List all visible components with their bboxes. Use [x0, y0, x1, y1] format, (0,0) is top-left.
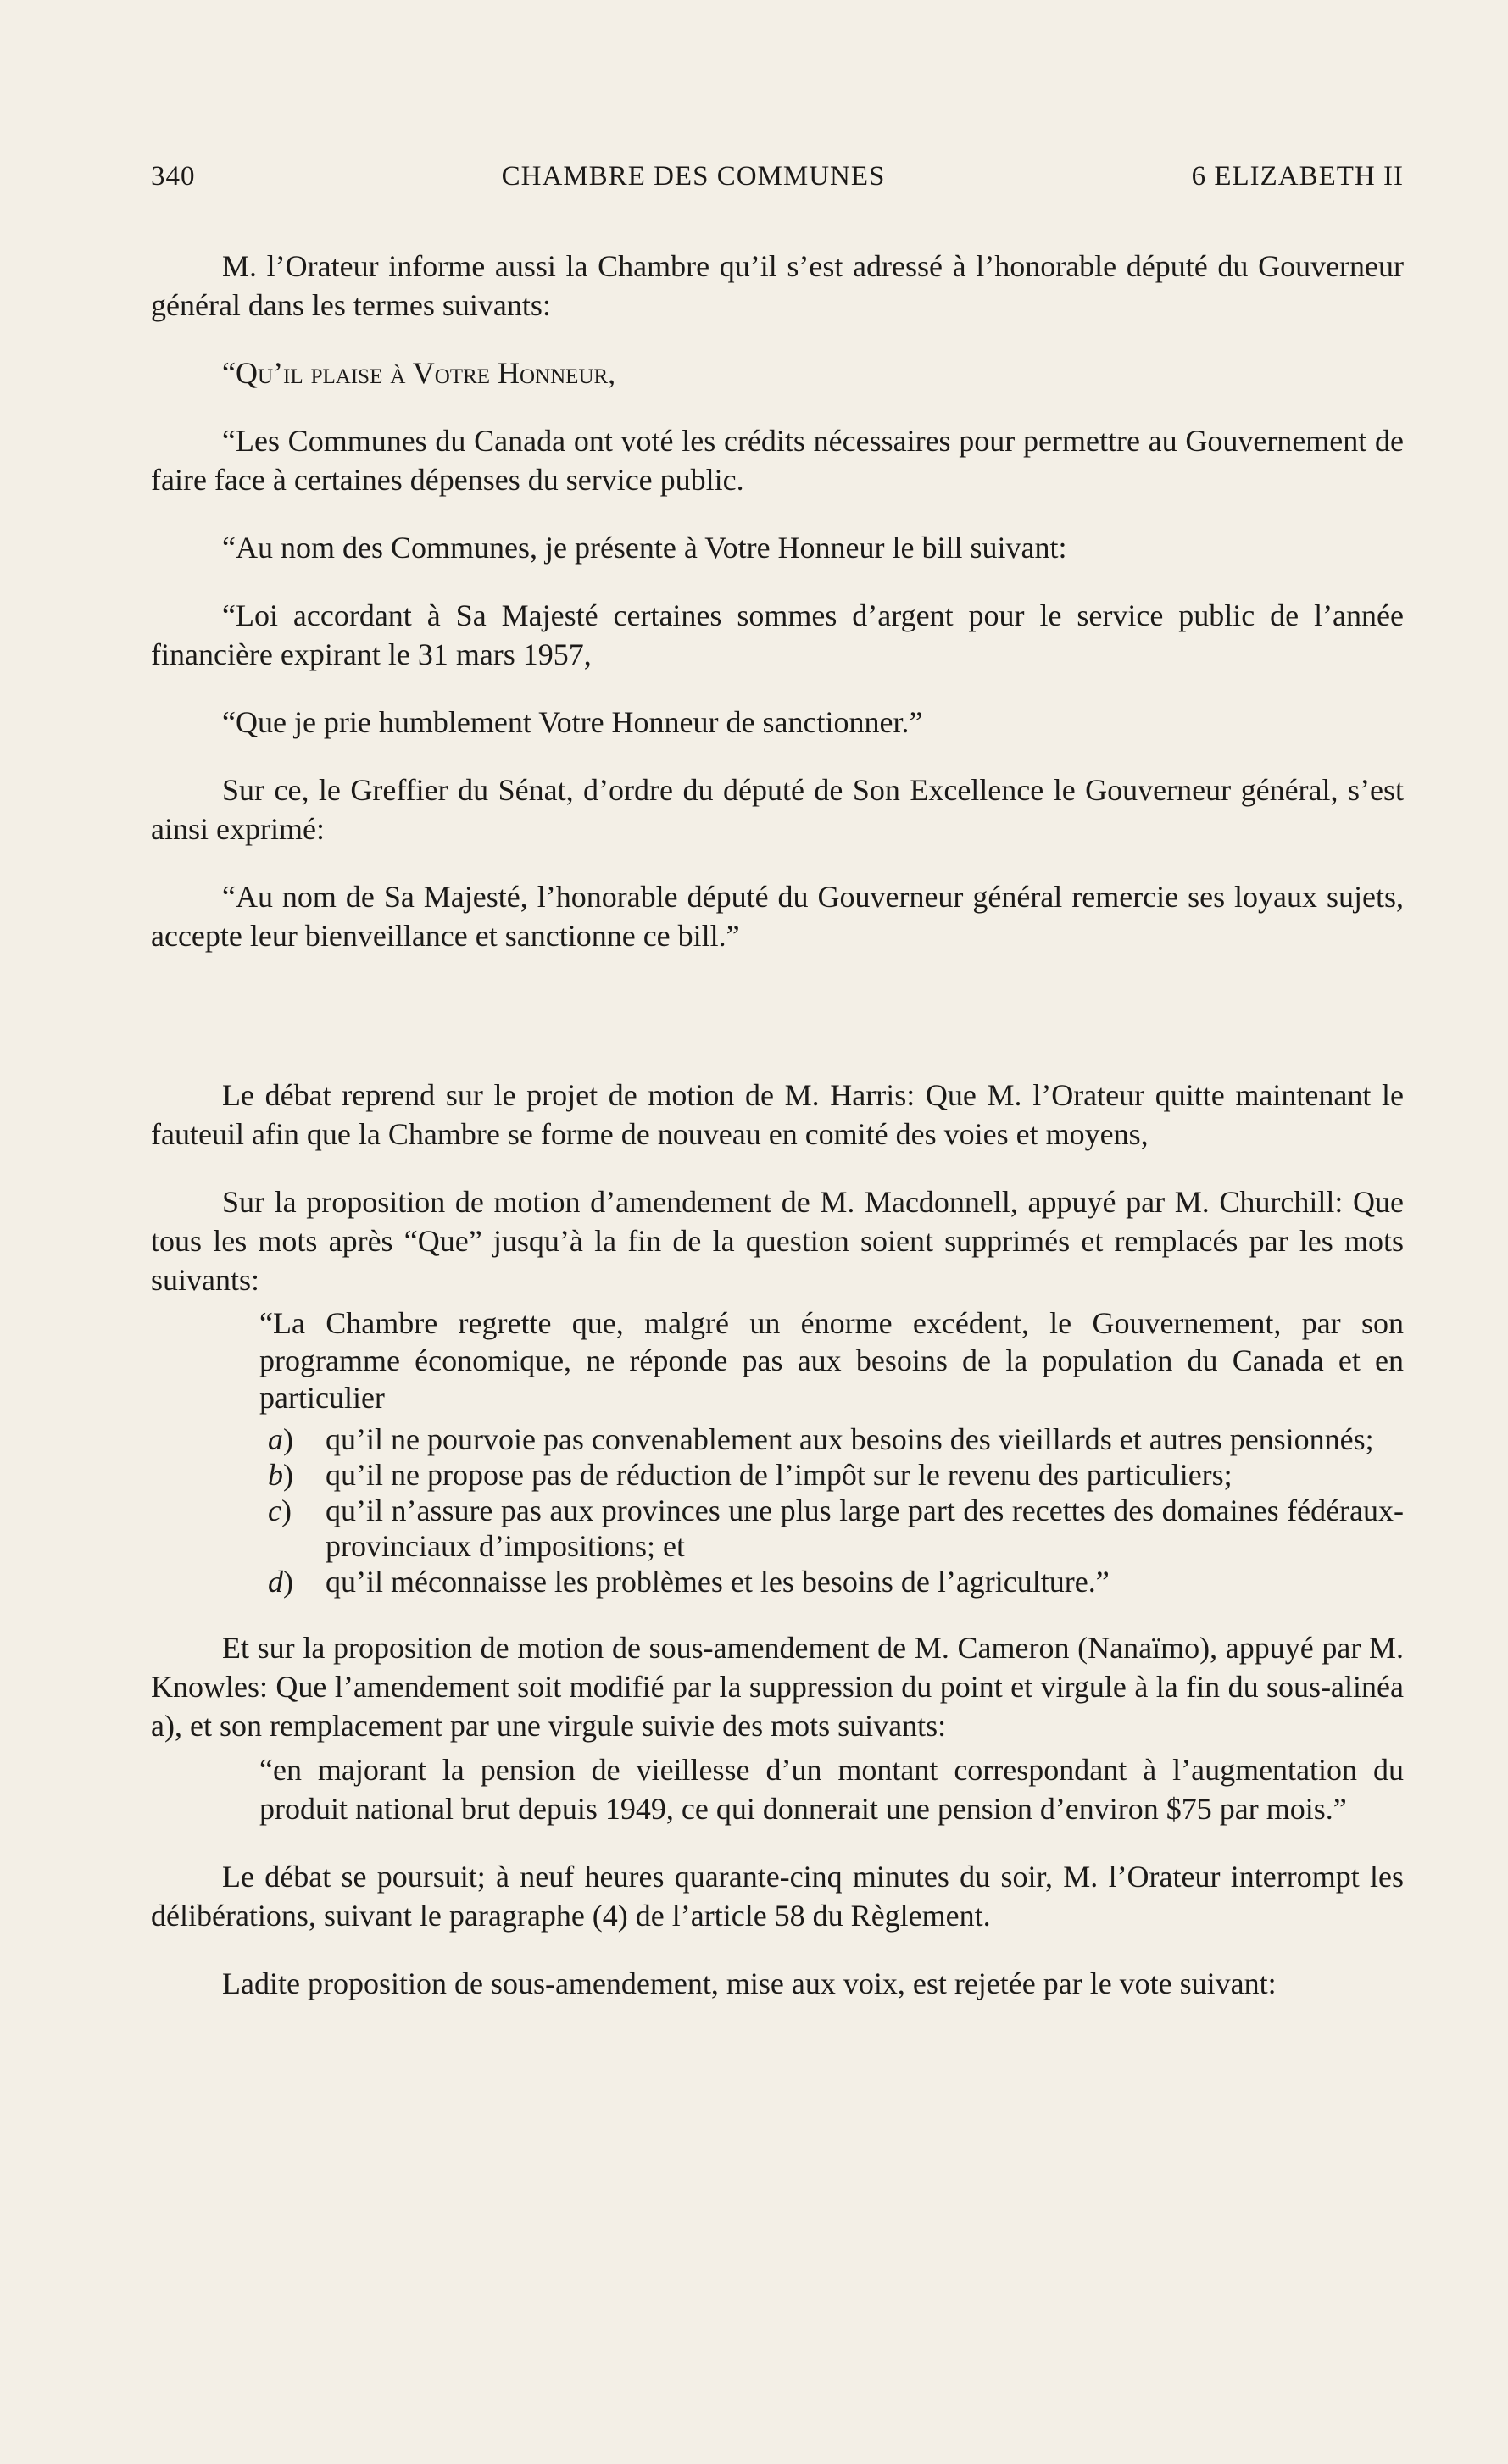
paragraph-orateur-address: M. l’Orateur informe aussi la Chambre qu’il s’est adressé à l’honorable député du Gouverneur général dans les termes suivants: [151, 249, 1404, 322]
item-letter: b) [268, 1458, 293, 1492]
item-letter: a) [268, 1422, 293, 1456]
page-title: CHAMBRE DES COMMUNES [501, 161, 886, 192]
paragraph-royal-assent: “Au nom de Sa Majesté, l’honorable député du Gouverneur général remercie ses loyaux sujets, accepte leur bienveillance et sanctionne ce bill.” [151, 880, 1404, 953]
reign-year: 6 ELIZABETH II [1191, 161, 1404, 192]
paragraph-debate-continues: Le débat se poursuit; à neuf heures quarante-cinq minutes du soir, M. l’Orateur interrompt les délibérations, suivant le paragraphe (4) de l’article 58 du Règlement. [151, 1860, 1404, 1933]
paragraph-debate-resumes: Le débat reprend sur le projet de motion de M. Harris: Que M. l’Orateur quitte maintenant le fauteuil afin que la Chambre se forme de nouveau en comité des voies et moyens, [151, 1078, 1404, 1151]
list-item [259, 1457, 1404, 1493]
item-letter: c) [268, 1493, 292, 1527]
paragraph-sub-amendment-motion: Et sur la proposition de motion de sous-amendement de M. Cameron (Nanaïmo), appuyé par M. Knowles: Que l’amendement soit modifié par la suppression du point et virgule à la fin du sous-alinéa a), et son remplacement par une virgule suivie des mots suivants: [151, 1631, 1404, 1743]
running-header [151, 161, 1404, 192]
section-spacer [151, 984, 1404, 1076]
paragraph-bill-title: “Loi accordant à Sa Majesté certaines sommes d’argent pour le service public de l’année financière expirant le 31 mars 1957, [151, 598, 1404, 671]
list-item [259, 1564, 1404, 1599]
item-text: qu’il ne pourvoie pas convenablement aux besoins des vieillards et autres pensionnés; [326, 1422, 1374, 1456]
document-page [151, 161, 1404, 2032]
paragraph-vote: Ladite proposition de sous-amendement, mise aux voix, est rejetée par le vote suivant: [222, 1966, 1277, 2000]
paragraph-amendment-motion: Sur la proposition de motion d’amendement de M. Macdonnell, appuyé par M. Churchill: Que tous les mots après “Que” jusqu’à la fin de la question soient supprimés et remplacés par les mots suivants: [151, 1185, 1404, 1297]
item-text: qu’il ne propose pas de réduction de l’impôt sur le revenu des particuliers; [326, 1458, 1233, 1492]
paragraph-credits: “Les Communes du Canada ont voté les crédits nécessaires pour permettre au Gouvernement de faire face à certaines dépenses du service public. [151, 424, 1404, 497]
item-text: qu’il n’assure pas aux provinces une plus large part des recettes des domaines fédéraux-provinciaux d’impositions; et [326, 1493, 1404, 1563]
list-item [259, 1421, 1404, 1457]
item-letter: d) [268, 1565, 293, 1599]
sub-amendment-text: “en majorant la pension de vieillesse d’un montant correspondant à l’augmentation du produit national brut depuis 1949, ce qui donnerait une pension d’environ $75 par mois.” [259, 1753, 1404, 1826]
amendment-text: “La Chambre regrette que, malgré un énorme excédent, le Gouvernement, par son programme économique, ne réponde pas aux besoins de la population du Canada et en particulier [259, 1306, 1404, 1415]
amendment-items [259, 1421, 1404, 1599]
page-number: 340 [151, 161, 196, 192]
list-item [259, 1493, 1404, 1564]
paragraph-sanction-request: “Que je prie humblement Votre Honneur de sanctionner.” [222, 705, 923, 739]
item-text: qu’il méconnaisse les problèmes et les besoins de l’agriculture.” [326, 1565, 1110, 1599]
salutation: “Qu’il plaise à Votre Honneur, [222, 356, 616, 390]
paragraph-greffier: Sur ce, le Greffier du Sénat, d’ordre du député de Son Excellence le Gouverneur général, s’est ainsi exprimé: [151, 773, 1404, 846]
paragraph-presentation: “Au nom des Communes, je présente à Votre Honneur le bill suivant: [222, 531, 1067, 565]
